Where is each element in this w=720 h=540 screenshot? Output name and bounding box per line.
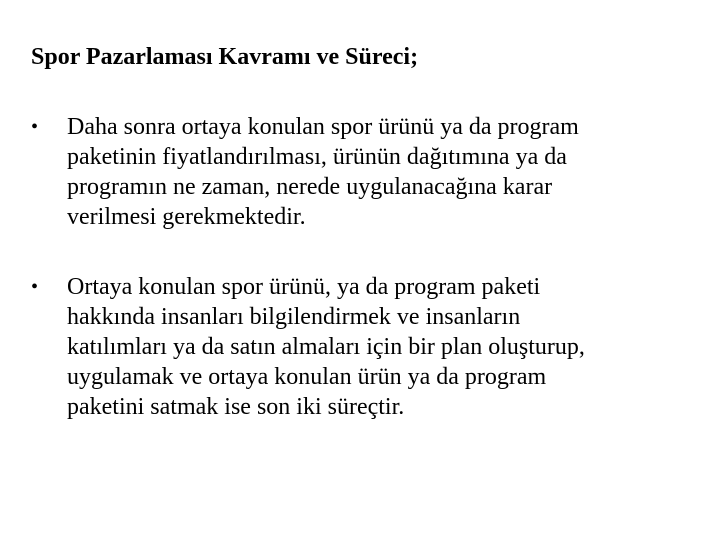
bullet-1-line-2: paketinin fiyatlandırılması, ürünün dağıtımına ya da bbox=[67, 144, 567, 170]
bullet-1-line-3: programın ne zaman, nerede uygulanacağına karar bbox=[67, 174, 553, 200]
bullet-1-line-4: verilmesi gerekmektedir. bbox=[67, 204, 306, 230]
bullet-marker: • bbox=[31, 116, 39, 138]
bullet-list bbox=[31, 112, 691, 462]
bullet-2-line-1: Ortaya konulan spor ürünü, ya da program paketi bbox=[67, 274, 541, 300]
bullet-1-line-1: Daha sonra ortaya konulan spor ürünü ya da program bbox=[67, 114, 579, 140]
bullet-2-line-4: uygulamak ve ortaya konulan ürün ya da program bbox=[67, 364, 547, 390]
bullet-item-2 bbox=[31, 272, 691, 422]
bullet-2-line-3: katılımları ya da satın almaları için bir plan oluşturup, bbox=[67, 334, 585, 360]
bullet-2-line-2: hakkında insanları bilgilendirmek ve insanların bbox=[67, 304, 521, 330]
bullet-item-1 bbox=[31, 112, 691, 232]
slide-title: Spor Pazarlaması Kavramı ve Süreci; bbox=[31, 44, 419, 70]
bullet-2-line-5: paketini satmak ise son iki süreçtir. bbox=[67, 394, 405, 420]
bullet-marker: • bbox=[31, 276, 39, 298]
